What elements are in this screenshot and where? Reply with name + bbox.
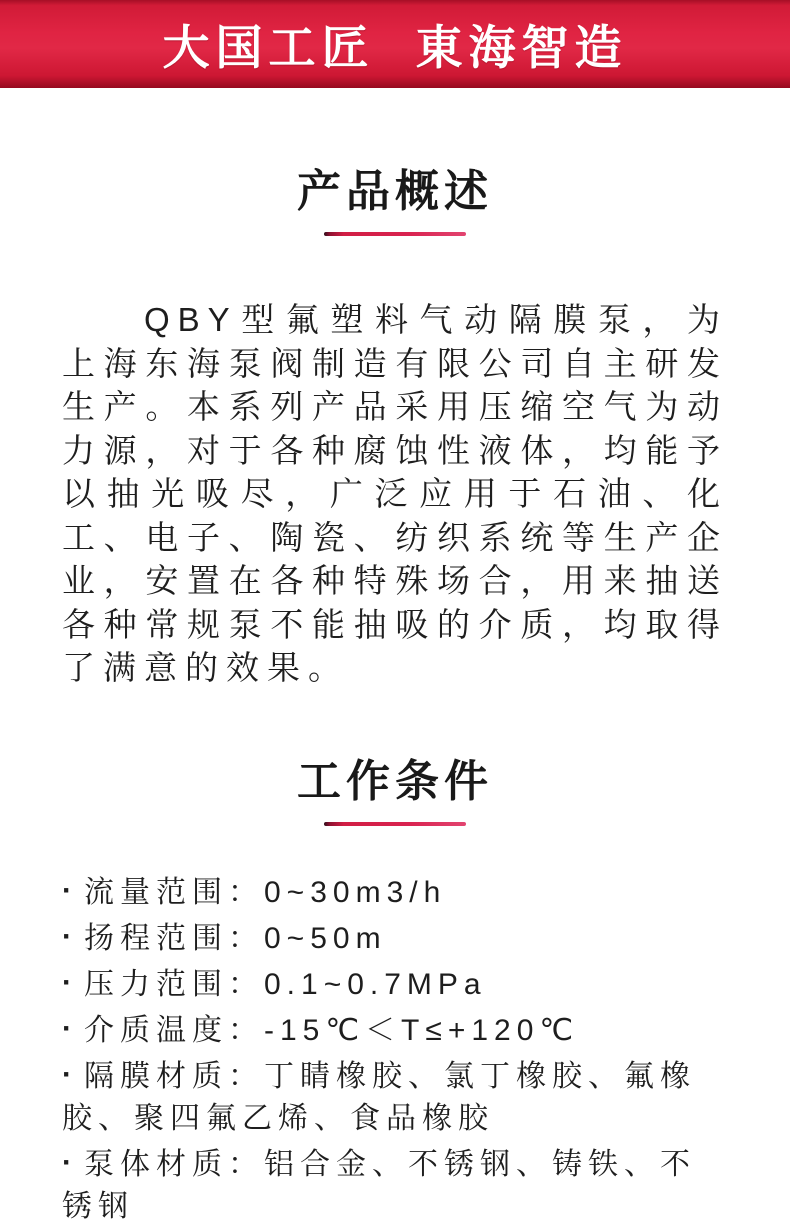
- overview-section-title: 产品概述: [297, 167, 493, 216]
- condition-item-medium-temperature: [62, 1010, 730, 1052]
- condition-text: 介质温度：-15℃＜T≤+120℃: [84, 1013, 580, 1047]
- working-conditions-section: [0, 756, 790, 1228]
- working-conditions-title: 工作条件: [297, 756, 493, 806]
- overview-paragraph: QBY型氟塑料气动隔膜泵，为上海东海泵阀制造有限公司自主研发生产。本系列产品采用压缩空气为动力源，对于各种腐蚀性液体，均能予以抽光吸尽，广泛应用于石油、化工、电子、陶瓷、纺织系统等生产企业，安置在各种特殊场合，用来抽送各种常规泵不能抽吸的介质，均取得了满意的效果。: [62, 301, 728, 686]
- condition-item-head-range: [62, 918, 730, 960]
- overview-section: [0, 166, 790, 690]
- condition-item-flow-range: [62, 872, 730, 914]
- bullet-icon: ·: [62, 1011, 72, 1045]
- bullet-icon: ·: [62, 1057, 72, 1091]
- condition-text: 泵体材质：铝合金、不锈钢、铸铁、不锈钢: [62, 1147, 696, 1223]
- condition-text: 隔膜材质：丁睛橡胶、氯丁橡胶、氟橡胶、聚四氟乙烯、食品橡胶: [62, 1059, 696, 1135]
- condition-item-pump-body-material: [62, 1144, 730, 1228]
- conditions-list: [62, 872, 730, 1228]
- header-banner: [0, 0, 790, 88]
- banner-title: 大国工匠 東海智造: [162, 20, 628, 74]
- bullet-icon: ·: [62, 873, 72, 907]
- title-underline-divider: [324, 822, 466, 826]
- bullet-icon: ·: [62, 919, 72, 953]
- condition-text: 流量范围：0~30m3/h: [84, 875, 447, 909]
- condition-item-diaphragm-material: [62, 1056, 730, 1140]
- condition-text: 扬程范围：0~50m: [84, 921, 387, 955]
- title-underline-divider: [324, 232, 466, 236]
- condition-item-pressure-range: [62, 964, 730, 1006]
- bullet-icon: ·: [62, 965, 72, 999]
- bullet-icon: ·: [62, 1145, 72, 1179]
- condition-text: 压力范围：0.1~0.7MPa: [84, 967, 487, 1001]
